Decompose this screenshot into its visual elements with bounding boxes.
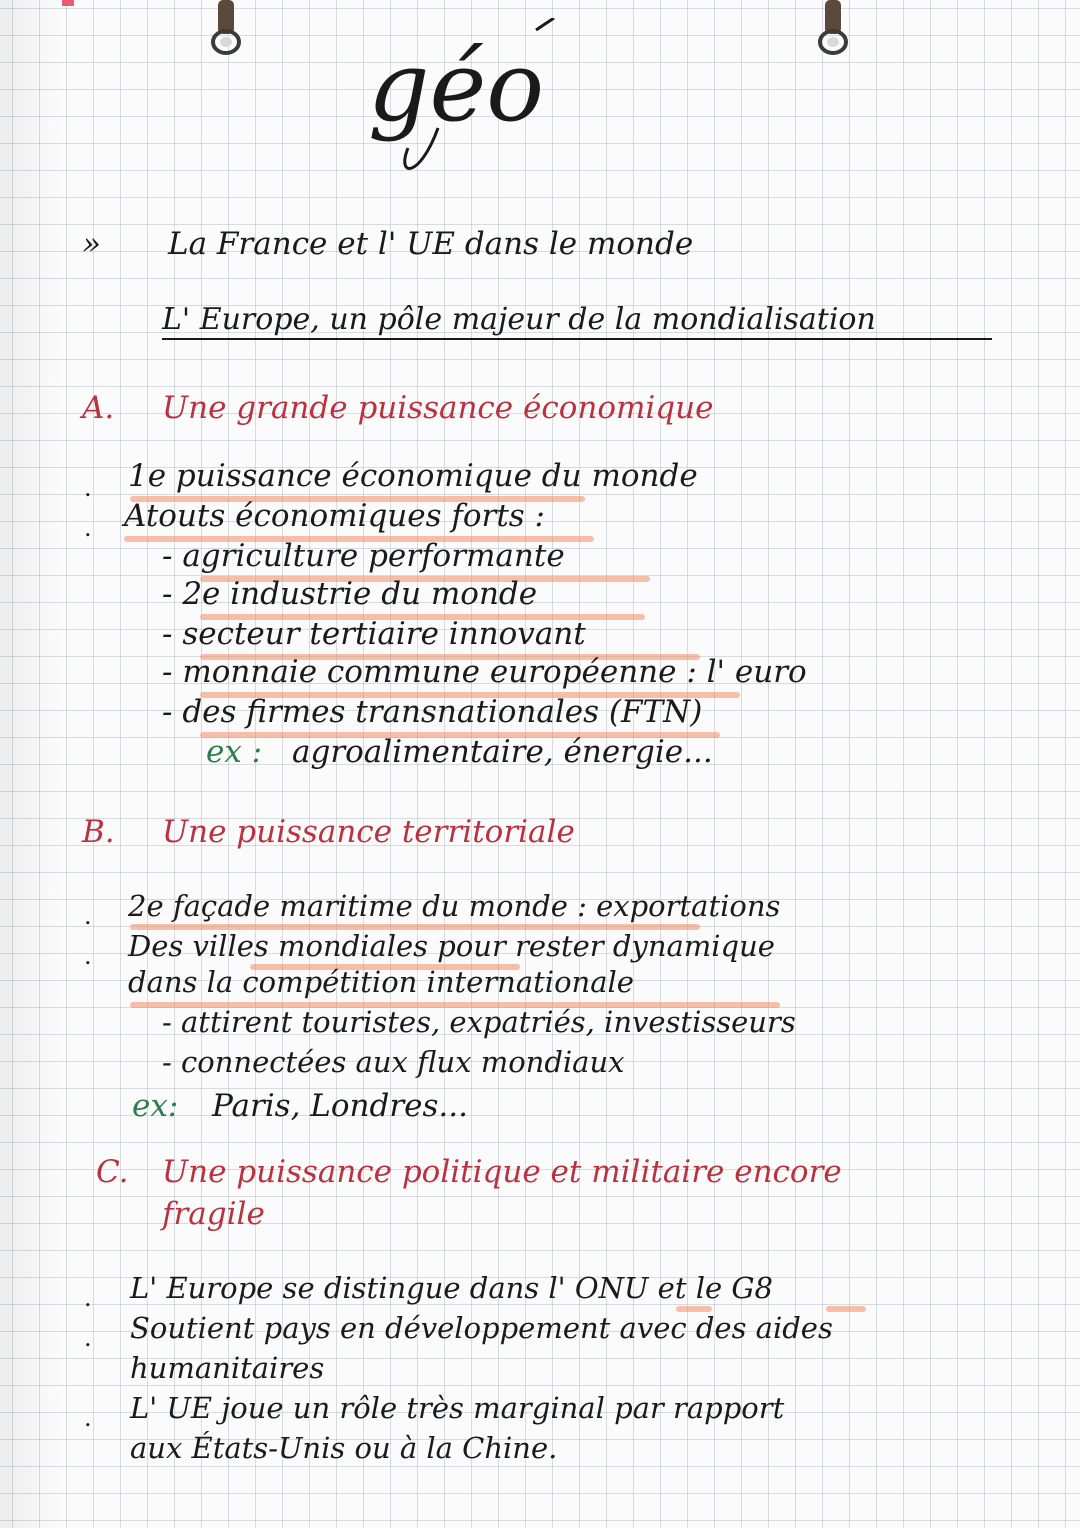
section-b-point-3: dans la compétition internationale [128, 965, 634, 999]
page-title [360, 18, 720, 188]
lesson-title: L' Europe, un pôle majeur de la mondialisation [162, 302, 876, 337]
section-c-point-5: aux États-Unis ou à la Chine. [130, 1431, 558, 1465]
section-b-sub-1: - attirent touristes, expatriés, investisseurs [162, 1005, 796, 1039]
section-c-letter: C. [96, 1154, 129, 1190]
bullet-dot: . [84, 474, 92, 502]
section-c-point-4: L' UE joue un rôle très marginal par rapport [130, 1391, 785, 1425]
bullet-dot: . [84, 1404, 92, 1432]
section-a-point-2: Atouts économiques forts : [124, 498, 545, 534]
bullet-dot: . [84, 1324, 92, 1352]
binder-ring-right [815, 0, 853, 56]
section-b-example-text: Paris, Londres... [212, 1088, 468, 1124]
page-title-text: géo [368, 31, 545, 143]
section-a-sub-3: - secteur tertiaire innovant [162, 616, 586, 652]
top-edge-mark [62, 0, 74, 6]
section-c-heading-line-1: Une puissance politique et militaire encore [162, 1154, 842, 1190]
section-a-letter: A. [82, 390, 115, 426]
section-a-sub-5: - des firmes transnationales (FTN) [162, 694, 703, 730]
section-c-point-2: Soutient pays en développement avec des aides [130, 1311, 833, 1345]
section-a-point-1: 1e puissance économique du monde [128, 458, 698, 494]
lesson-title-underline [162, 338, 992, 340]
section-a-example-text: agroalimentaire, énergie... [292, 734, 713, 770]
section-a-sub-4: - monnaie commune européenne : l' euro [162, 654, 807, 690]
section-b-letter: B. [82, 814, 115, 850]
section-b-point-2: Des villes mondiales pour rester dynamique [128, 929, 775, 963]
section-b-sub-2: - connectées aux flux mondiaux [162, 1045, 625, 1079]
section-a-sub-2: - 2e industrie du monde [162, 576, 538, 612]
bullet-dot: . [84, 902, 92, 930]
section-a-example-prefix: ex : [206, 734, 263, 770]
section-c-point-1: L' Europe se distingue dans l' ONU et le G8 [130, 1271, 773, 1305]
section-c-heading-line-2: fragile [162, 1196, 265, 1232]
section-b-example-prefix: ex: [132, 1088, 179, 1124]
section-a-sub-1: - agriculture performante [162, 538, 565, 574]
section-b-point-1: 2e façade maritime du monde : exportations [128, 889, 781, 923]
binder-ring-left [208, 0, 246, 56]
section-b-heading: Une puissance territoriale [162, 814, 575, 850]
bullet-dot: . [84, 1284, 92, 1312]
chapter-title: La France et l' UE dans le monde [168, 226, 694, 262]
section-a-heading: Une grande puissance économique [162, 390, 714, 426]
page-shadow [0, 0, 60, 1528]
section-c-point-3: humanitaires [130, 1351, 325, 1385]
bullet-dot: . [84, 514, 92, 542]
chapter-marker: » [82, 226, 101, 262]
bullet-dot: . [84, 942, 92, 970]
